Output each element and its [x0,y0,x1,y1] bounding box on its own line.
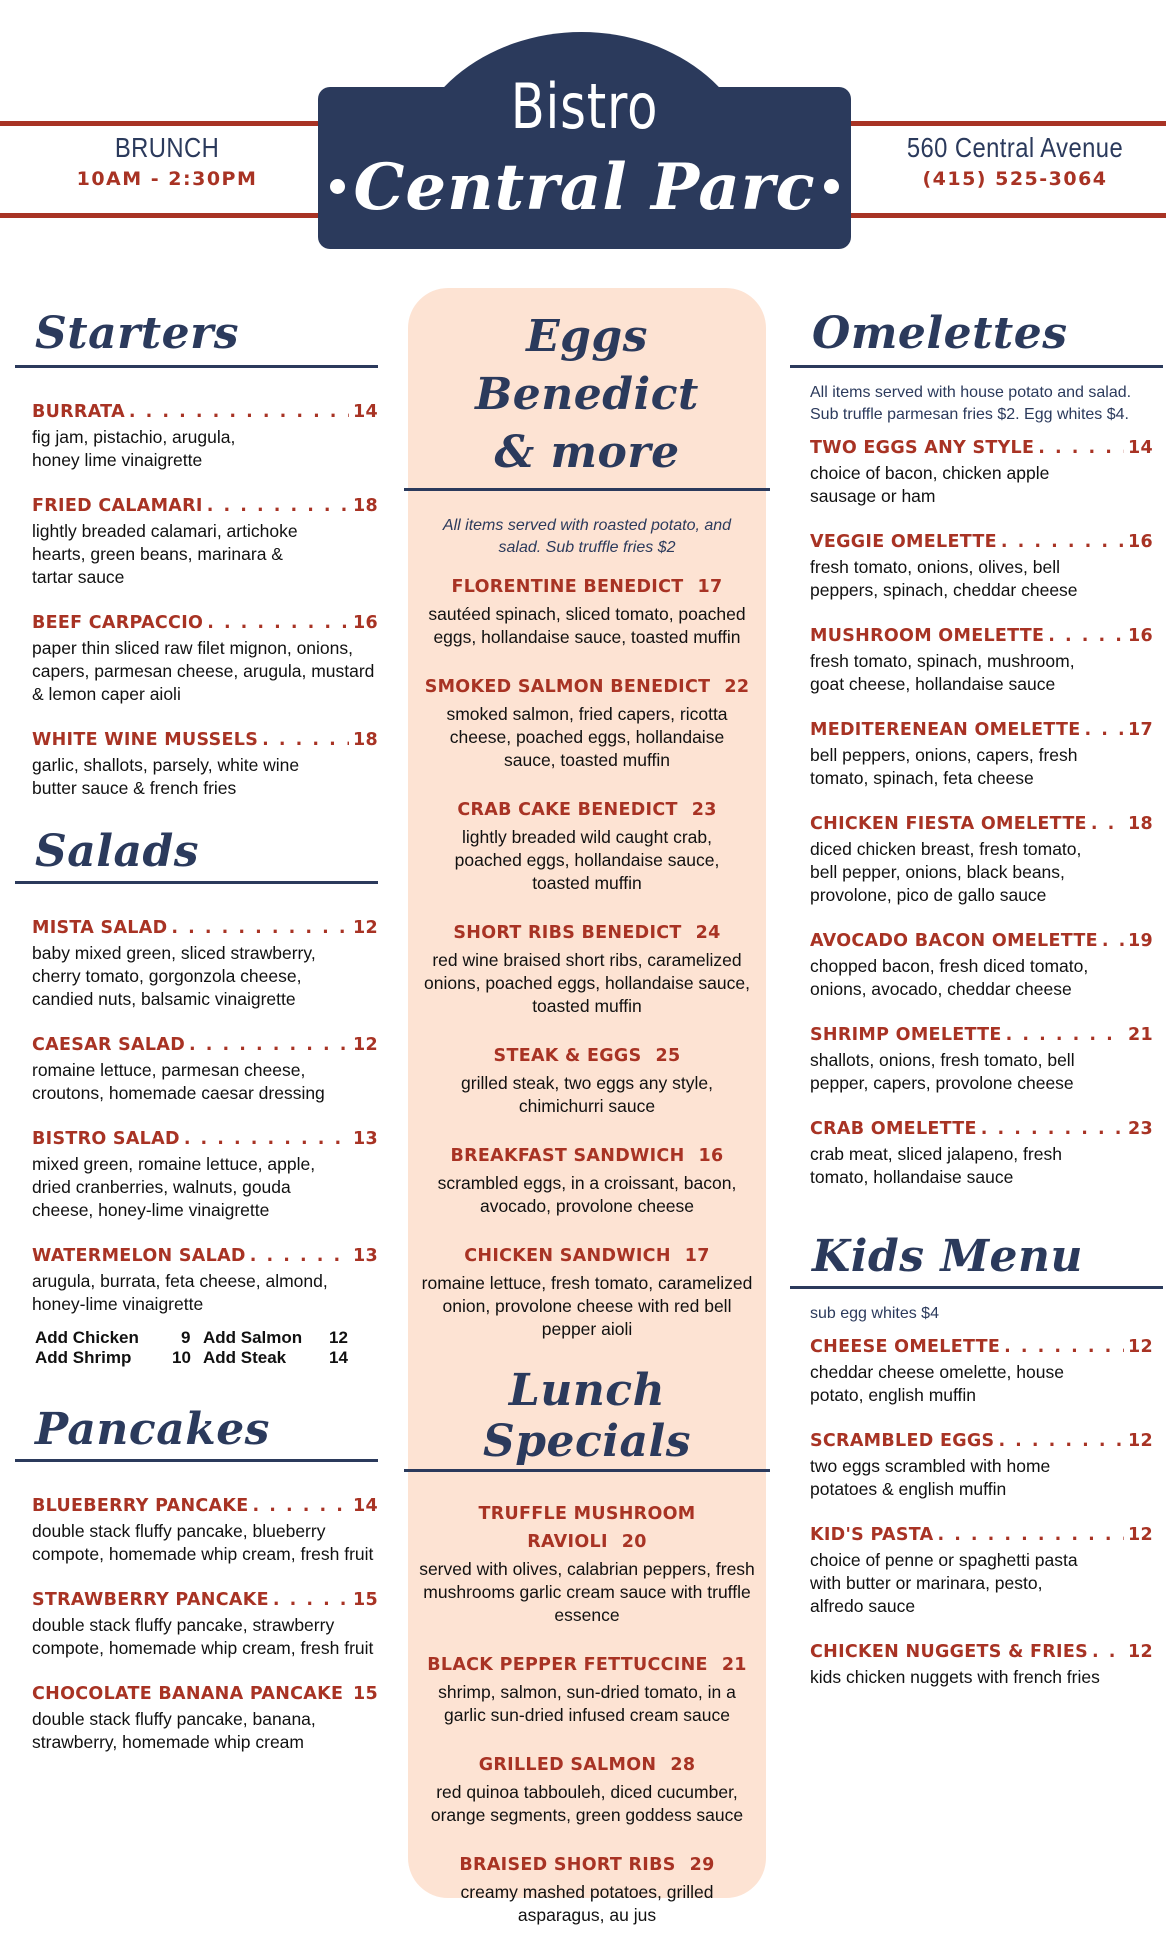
omelettes-title: Omelettes [812,308,1068,359]
item-name: CHOCOLATE BANANA PANCAKE [32,1684,344,1704]
leader-dots [937,1525,1124,1545]
item-price: 13 [353,1129,378,1149]
leader-dots [1004,1337,1124,1357]
item-name: VEGGIE OMELETTE [810,532,997,552]
item-name: TWO EGGS ANY STYLE [810,438,1035,458]
pancakes-title: Pancakes [35,1404,270,1455]
item-price: 14 [1128,438,1153,458]
omelettes-list [790,426,1163,1189]
item-desc: sautéed spinach, sliced tomato, poached eggs, hollandaise sauce, toasted muffin [428,604,746,647]
menu-item [32,1590,378,1660]
leader-dots [1006,1025,1124,1045]
item-name: CHICKEN FIESTA OMELETTE [810,814,1087,834]
item-price: 14 [353,402,378,422]
leader-dots [1001,532,1124,552]
item-desc: double stack fluffy pancake, banana, strawberry, homemade whip cream [32,1709,316,1752]
menu-item [32,918,378,1011]
item-price: 23 [1128,1119,1153,1139]
item-desc: fresh tomato, onions, olives, bell peppers, spinach, cheddar cheese [810,557,1078,600]
item-desc: double stack fluffy pancake, strawberry compote, homemade whip cream, fresh fruit [32,1615,374,1658]
dot-icon [824,179,839,194]
menu-item [32,1684,378,1754]
addon-price: 12 [329,1328,348,1347]
omelettes-note: All items served with house potato and salad. Sub truffle parmesan fries $2. Egg whites $4. [810,384,1132,423]
item-desc: lightly breaded wild caught crab, poached eggs, hollandaise sauce, toasted muffin [454,827,720,893]
lunch-list [408,1472,766,1927]
menu-item [416,1042,758,1118]
item-desc: crab meat, sliced jalapeno, fresh tomato, hollandaise sauce [810,1144,1062,1187]
item-price: 17 [684,1246,710,1266]
item-name: AVOCADO BACON OMELETTE [810,931,1098,951]
menu-item [810,931,1153,1001]
leader-dots [250,1246,349,1266]
benedict-list [408,559,766,1341]
leader-dots [273,1590,349,1610]
leader-dots [1048,626,1124,646]
item-desc: chopped bacon, fresh diced tomato, onions, avocado, cheddar cheese [810,956,1089,999]
item-desc: grilled steak, two eggs any style, chimichurri sauce [461,1073,713,1116]
item-price: 25 [655,1046,681,1066]
pancakes-list [15,1462,378,1754]
benedict-title-line2: & more [494,427,680,478]
item-name: CAESAR SALAD [32,1035,186,1055]
item-desc: shallots, onions, fresh tomato, bell pepper, capers, provolone cheese [810,1050,1075,1093]
item-desc: red quinoa tabbouleh, diced cucumber, orange segments, green goddess sauce [430,1782,744,1825]
menu-item [32,730,378,800]
item-price: 16 [1128,532,1153,552]
item-price: 21 [1128,1025,1153,1045]
logo-line2 [318,150,851,225]
leader-dots [1102,931,1124,951]
item-name: MUSHROOM OMELETTE [810,626,1045,646]
item-name: STEAK & EGGS [493,1046,642,1066]
item-price: 12 [1128,1431,1153,1451]
item-price: 15 [353,1684,378,1704]
menu-item [416,1142,758,1218]
leader-dots [1091,814,1124,834]
item-desc: mixed green, romaine lettuce, apple, dried cranberries, walnuts, gouda cheese, honey-lime vinaigrette [32,1154,316,1220]
item-name: BRAISED SHORT RIBS [459,1855,676,1875]
item-price: 18 [1128,814,1153,834]
item-desc: cheddar cheese omelette, house potato, english muffin [810,1362,1064,1405]
kids-note: sub egg whites $4 [810,1305,939,1322]
item-name: CHEESE OMELETTE [810,1337,1001,1357]
leader-dots [171,918,349,938]
phone: (415) 525-3064 [922,168,1108,190]
addon-price: 10 [172,1348,191,1367]
item-desc: romaine lettuce, parmesan cheese, croutons, homemade caesar dressing [32,1060,325,1103]
item-name: MEDITERENEAN OMELETTE [810,720,1081,740]
menu-item [416,1242,758,1341]
menu-item [416,1500,758,1627]
kids-title: Kids Menu [812,1231,1083,1282]
starters-list [15,368,378,800]
kids-list [790,1325,1163,1689]
item-name: STRAWBERRY PANCAKE [32,1590,269,1610]
menu-item [32,613,378,706]
item-name: CHICKEN SANDWICH [464,1246,671,1266]
item-name: GRILLED SALMON [478,1755,657,1775]
leader-dots [207,496,349,516]
menu-item [810,1025,1153,1095]
item-desc: served with olives, calabrian peppers, fresh mushrooms garlic cream sauce with truffle essence [419,1559,755,1625]
item-price: 23 [691,800,717,820]
item-price: 18 [353,730,378,750]
item-price: 18 [353,496,378,516]
benedict-title-line1: Eggs Benedict [475,311,699,420]
item-desc: garlic, shallots, parsely, white wine butter sauce & french fries [32,755,300,798]
brunch-label: BRUNCH [114,132,220,163]
logo-line1: Bistro [510,70,659,143]
dot-icon [330,179,345,194]
item-price: 21 [721,1655,747,1675]
menu-item [810,1119,1153,1189]
brunch-hours: 10AM - 2:30PM [76,168,258,190]
menu-item [810,1337,1153,1407]
addon-name: Add Chicken [35,1328,139,1347]
leader-dots [1085,720,1125,740]
item-price: 12 [1128,1337,1153,1357]
item-price: 20 [621,1532,647,1552]
item-desc: red wine braised short ribs, caramelized onions, poached eggs, hollandaise sauce, toasted muffin [424,950,750,1016]
item-price: 16 [353,613,378,633]
leader-dots [981,1119,1124,1139]
item-name: TRUFFLE MUSHROOM RAVIOLI [478,1504,696,1552]
leader-dots [1092,1642,1124,1662]
item-name: SMOKED SALMON BENEDICT [424,677,711,697]
item-price: 14 [353,1496,378,1516]
item-name: CRAB OMELETTE [810,1119,977,1139]
item-name: KID'S PASTA [810,1525,934,1545]
menu-item [810,720,1153,790]
leader-dots [184,1129,349,1149]
item-desc: two eggs scrambled with home potatoes & english muffin [810,1456,1051,1499]
addon-name: Add Steak [203,1348,287,1367]
item-desc: kids chicken nuggets with french fries [810,1667,1100,1687]
item-name: MISTA SALAD [32,918,168,938]
addon-price: 14 [329,1348,348,1367]
menu-item [810,814,1153,907]
item-desc: baby mixed green, sliced strawberry, cherry tomato, gorgonzola cheese, candied nuts, balsamic vinaigrette [32,943,316,1009]
addon-name: Add Salmon [203,1328,303,1347]
menu-item [810,438,1153,508]
item-name: WATERMELON SALAD [32,1246,246,1266]
item-desc: fig jam, pistachio, arugula, honey lime vinaigrette [32,427,236,470]
menu-item [416,1851,758,1927]
menu-item [810,532,1153,602]
item-name: BEEF CARPACCIO [32,613,204,633]
item-price: 16 [1128,626,1153,646]
address: 560 Central Avenue [906,132,1124,163]
item-desc: diced chicken breast, fresh tomato, bell pepper, onions, black beans, provolone, pico de gallo sauce [810,839,1082,905]
center-column [408,308,766,1951]
leader-dots [1038,438,1124,458]
item-price: 12 [353,918,378,938]
item-price: 19 [1128,931,1153,951]
menu-item [416,919,758,1018]
salads-title: Salads [35,826,200,877]
item-name: WHITE WINE MUSSELS [32,730,259,750]
item-name: BURRATA [32,402,125,422]
menu-item [416,573,758,649]
item-name: FLORENTINE BENEDICT [451,577,684,597]
menu-item [32,1035,378,1105]
leader-dots [189,1035,349,1055]
item-price: 12 [1128,1642,1153,1662]
lunch-title: Lunch Specials [482,1365,692,1467]
item-price: 13 [353,1246,378,1266]
item-desc: double stack fluffy pancake, blueberry compote, homemade whip cream, fresh fruit [32,1521,374,1564]
brunch-info [12,132,322,190]
item-name: SHORT RIBS BENEDICT [453,923,682,943]
item-name: SCRAMBLED EGGS [810,1431,995,1451]
item-price: 22 [724,677,750,697]
item-desc: bell peppers, onions, capers, fresh tomato, spinach, feta cheese [810,745,1078,788]
item-price: 12 [353,1035,378,1055]
item-desc: choice of bacon, chicken apple sausage or ham [810,463,1050,506]
menu-item [32,1246,378,1316]
benedict-title [408,308,766,482]
addon-name: Add Shrimp [35,1348,132,1367]
starters-title: Starters [35,308,240,359]
item-name: FRIED CALAMARI [32,496,203,516]
menu-item [32,402,378,472]
left-column [15,308,378,1778]
item-price: 16 [698,1146,724,1166]
item-price: 17 [697,577,723,597]
item-desc: fresh tomato, spinach, mushroom, goat cheese, hollandaise sauce [810,651,1075,694]
benedict-note: All items served with roasted potato, and salad. Sub truffle fries $2 [442,517,732,556]
menu-item [416,1651,758,1727]
item-desc: smoked salmon, fried capers, ricotta cheese, poached eggs, hollandaise sauce, toasted muffin [446,704,728,770]
item-desc: romaine lettuce, fresh tomato, caramelized onion, provolone cheese with red bell pepper aioli [421,1273,753,1339]
salads-list [15,884,378,1368]
item-desc: arugula, burrata, feta cheese, almond, honey-lime vinaigrette [32,1271,328,1314]
item-name: CRAB CAKE BENEDICT [457,800,678,820]
item-desc: scrambled eggs, in a croissant, bacon, avocado, provolone cheese [437,1173,737,1216]
item-name: BREAKFAST SANDWICH [450,1146,685,1166]
salad-addons [32,1328,378,1368]
item-desc: lightly breaded calamari, artichoke hearts, green beans, marinara & tartar sauce [32,521,298,587]
item-price: 12 [1128,1525,1153,1545]
item-name: SHRIMP OMELETTE [810,1025,1002,1045]
item-price: 17 [1128,720,1153,740]
addon-price: 9 [181,1328,191,1347]
item-price: 15 [353,1590,378,1610]
menu-item [416,1751,758,1827]
menu-item [810,1525,1153,1618]
menu-item [810,1642,1153,1689]
item-desc: creamy mashed potatoes, grilled asparagus, au jus [460,1882,714,1925]
right-column [790,308,1163,1713]
menu-item [32,496,378,589]
leader-dots [998,1431,1124,1451]
item-name: BISTRO SALAD [32,1129,180,1149]
menu-item [810,626,1153,696]
leader-dots [262,730,349,750]
item-price: 24 [695,923,721,943]
menu-item [32,1496,378,1566]
leader-dots [129,402,349,422]
item-name: CHICKEN NUGGETS & FRIES [810,1642,1089,1662]
menu-item [32,1129,378,1222]
item-price: 29 [689,1855,715,1875]
menu-item [416,796,758,895]
item-desc: choice of penne or spaghetti pasta with butter or marinara, pesto, alfredo sauce [810,1550,1078,1616]
menu-item [810,1431,1153,1501]
item-desc: paper thin sliced raw filet mignon, onions, capers, parmesan cheese, arugula, mustard & lemon caper aioli [32,638,375,704]
leader-dots [207,613,349,633]
leader-dots [253,1496,350,1516]
item-name: BLUEBERRY PANCAKE [32,1496,249,1516]
logo-line2-text: Central Parc [353,150,816,225]
item-desc: shrimp, salmon, sun-dried tomato, in a garlic sun-dried infused cream sauce [438,1682,736,1725]
menu-item [416,673,758,772]
item-name: BLACK PEPPER FETTUCCINE [427,1655,708,1675]
contact-info [860,132,1166,190]
item-price: 28 [670,1755,696,1775]
